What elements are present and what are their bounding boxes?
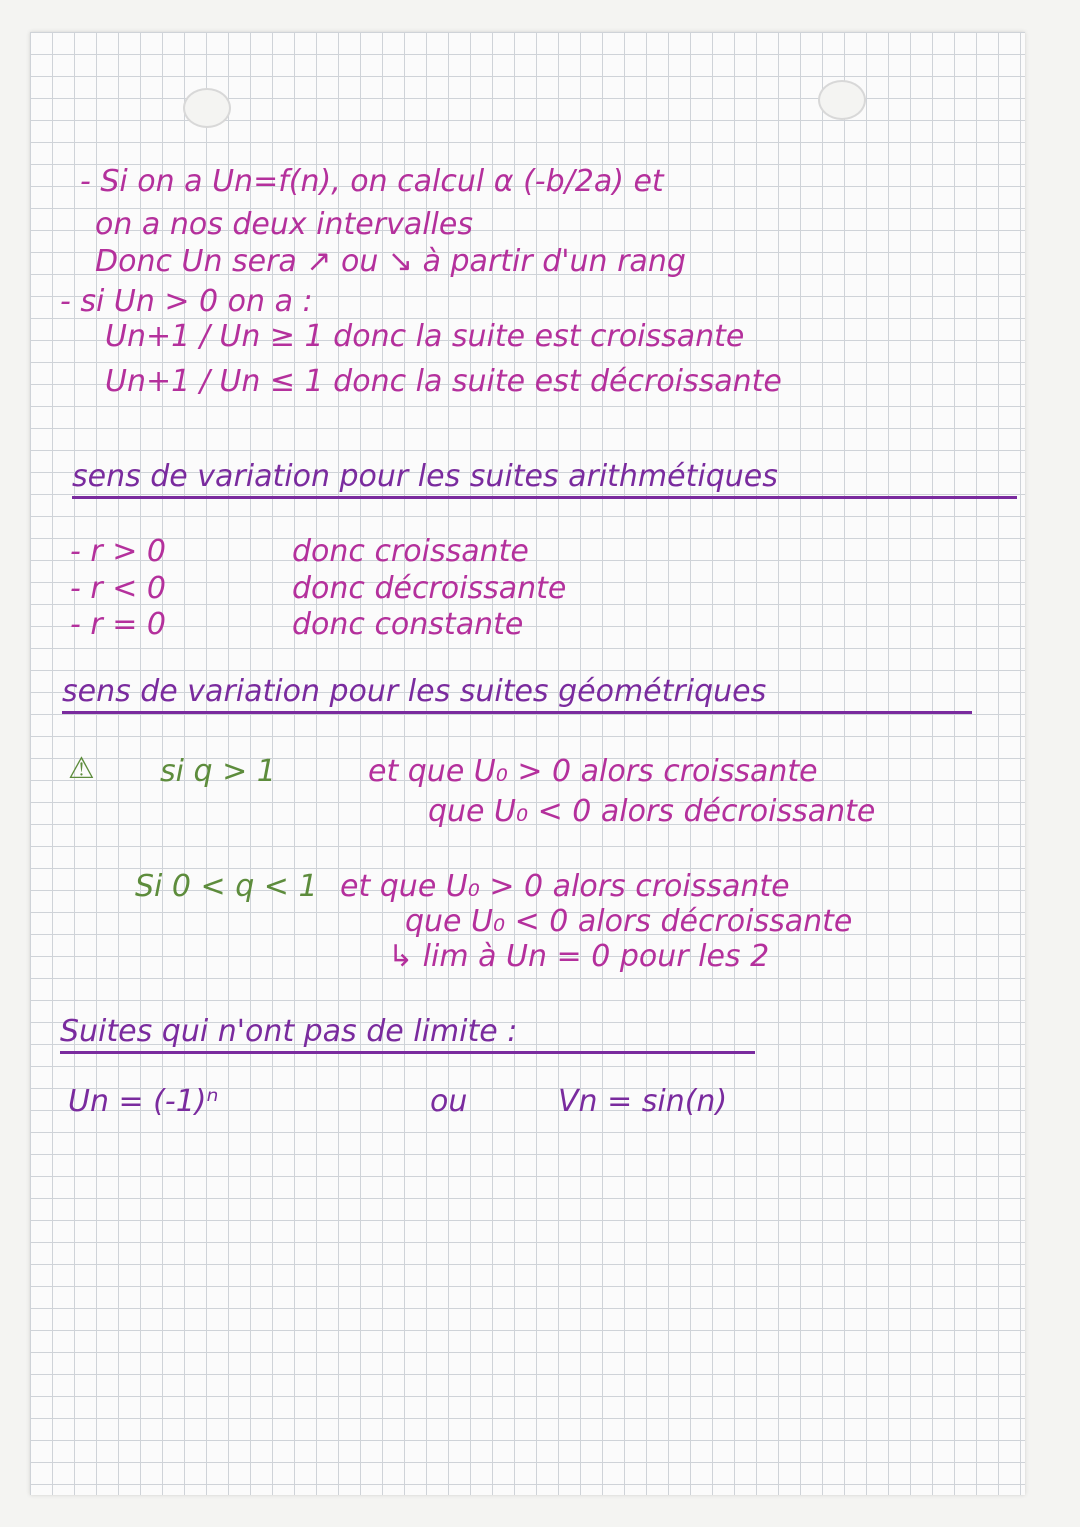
section-title: Suites qui n'ont pas de limite : <box>60 1017 755 1054</box>
section-title: sens de variation pour les suites géométriques <box>62 677 972 714</box>
note-line: que U₀ < 0 alors décroissante <box>428 794 876 829</box>
result: donc décroissante <box>292 571 567 606</box>
note-line: ↳ lim à Un = 0 pour les 2 <box>388 939 770 974</box>
note-line: Donc Un sera ↗ ou ↘ à partir d'un rang <box>95 244 686 279</box>
result: donc croissante <box>292 534 529 569</box>
punch-hole <box>818 80 866 120</box>
warning-triangle-icon: ⚠ <box>68 751 95 786</box>
condition: Si 0 < q < 1 <box>135 869 318 904</box>
result: donc constante <box>292 607 524 642</box>
section-title: sens de variation pour les suites arithmétiques <box>72 462 1017 499</box>
or-word: ou <box>430 1084 468 1119</box>
note-line: et que U₀ > 0 alors croissante <box>340 869 790 904</box>
note-line: Un+1 / Un ≤ 1 donc la suite est décroissante <box>105 364 782 399</box>
note-line: - si Un > 0 on a : <box>60 284 313 319</box>
condition: si q > 1 <box>160 754 276 789</box>
grid-paper-sheet <box>30 32 1025 1495</box>
formula: Un = (-1)ⁿ <box>68 1084 219 1119</box>
condition: - r = 0 <box>70 607 166 642</box>
condition: - r < 0 <box>70 571 166 606</box>
note-line: - Si on a Un=f(n), on calcul α (-b/2a) et <box>80 164 664 199</box>
formula: Vn = sin(n) <box>558 1084 728 1119</box>
note-line: on a nos deux intervalles <box>95 207 473 242</box>
condition: - r > 0 <box>70 534 166 569</box>
punch-hole <box>183 88 231 128</box>
note-line: Un+1 / Un ≥ 1 donc la suite est croissante <box>105 319 745 354</box>
note-line: que U₀ < 0 alors décroissante <box>405 904 853 939</box>
note-line: et que U₀ > 0 alors croissante <box>368 754 818 789</box>
